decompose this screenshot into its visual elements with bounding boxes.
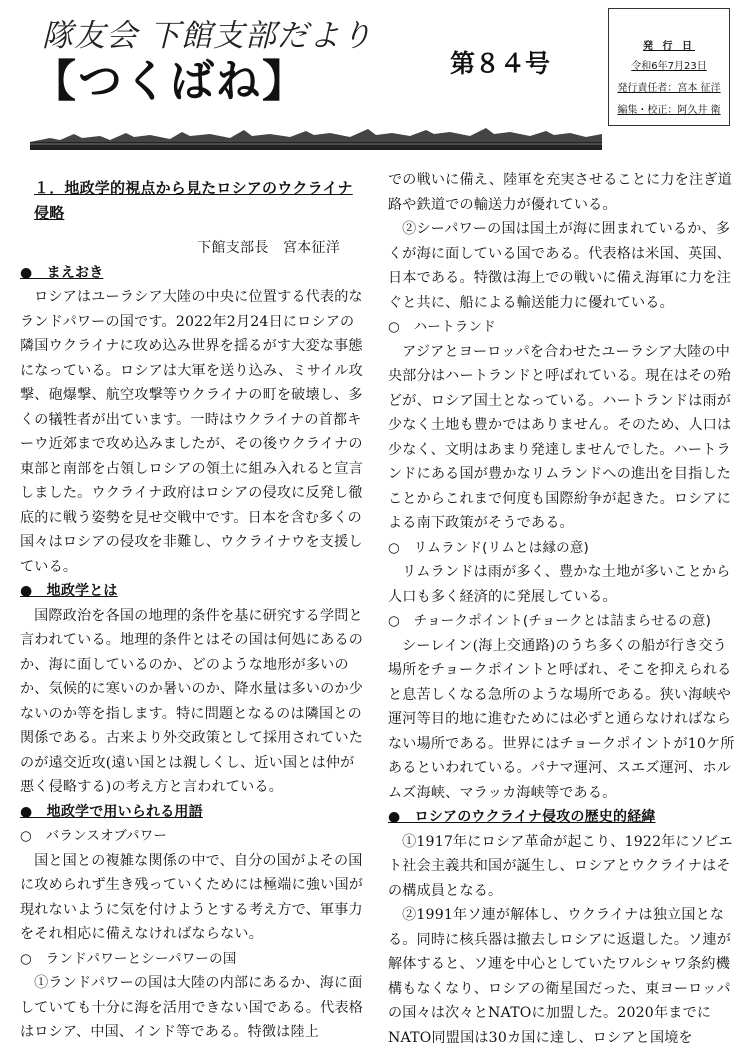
paragraph: ロシアはユーラシア大陸の中央に位置する代表的なランドパワーの国です。2022年2月24日にロシアの隣国ウクライナに攻め込み世界を揺るがす大変な事態になっている。ロシアは大軍を送り込み、ミサイル攻撃、砲爆撃、航空攻撃等ウクライナの町を破壊し、多くの犠牲者が出ています。一時はウクライナの首都キーウ近郊まで攻め込みましたが、その後ウクライナの東部と南部を占領しロシアの領土に組み入れると宣言しました。ウクライナ政府はロシアの侵攻に反発し徹底的に戦う姿勢を見せ交戦中です。日本を含む多くの国々はロシアの侵攻を非難し、ウクライナウを支援している。 <box>20 289 364 575</box>
skyline-banner <box>30 124 602 150</box>
term-heading-land-sea-power: ○ ランドパワーとシーパワーの国 <box>20 950 237 967</box>
issue-number: 第８４号 <box>450 49 551 78</box>
term-heading-balance-of-power: ○ バランスオブパワー <box>20 828 168 844</box>
section-heading-introduction: ● まえおき <box>20 264 104 281</box>
publication-info-box <box>608 8 730 126</box>
paragraph: ②シーパワーの国は国土が海に囲まれているか、多くが海に面している国である。代表格は米国、英国、日本である。特徴は海上での戦いに備え海軍に力を注ぐと共に、船による輸送能力に優れている。 <box>388 221 732 311</box>
term-heading-chokepoint: ○ チョークポイント(チョークとは詰まらせるの意) <box>388 613 712 629</box>
paragraph: ②1991年ソ連が解体し、ウクライナは独立国となる。同時に核兵器は撤去しロシアに返還した。ソ連が解体すると、ソ連を中心としていたワルシャワ条約機構もなくなり、ロシアの衛星国だった、東ヨーロッパの国々は次々とNATOに加盟した。2020年までにNATO同盟国は30カ国に達し、ロシアと国境を <box>388 907 732 1046</box>
article-title: １．地政学的視点から見たロシアのウクライナ侵略 <box>34 179 353 222</box>
paragraph: シーレイン(海上交通路)のうち多くの船が行き交う場所をチョークポイントと呼ばれ、そこを抑えられると息苦しくなる急所のような場所である。狭い海峡や運河等目的地に進むためには必ずと通らなければならない場所である。世界にはチョークポイントが10ケ所あるといわれている。パナマ運河、スエズ運河、ホルムズ海峡、マラッカ海峡等である。 <box>388 637 735 801</box>
paragraph: リムランドは雨が多く、豊かな土地が多いことから人口も多く経済的に発展している。 <box>388 564 731 605</box>
issue-date-label: 発 行 日 <box>643 41 695 52</box>
publisher: 発行責任者：宮本 征洋 <box>617 83 721 94</box>
paragraph: 国と国との複雑な関係の中で、自分の国がよその国に攻められず生き残っていくためには極端に強い国が現れないように気を付けようとする考え方で、軍事力をそれ相応に備えなければならない。 <box>20 852 364 942</box>
newsletter-name: 【つくばね】 <box>32 56 308 107</box>
organization-name: 隊友会 下館支部だより <box>42 18 373 54</box>
article-author: 下館支部長 宮本征洋 <box>197 240 340 256</box>
left-column <box>20 176 368 1045</box>
section-heading-geopolitics: ● 地政学とは <box>20 583 118 599</box>
issue-date: 令和6年7月23日 <box>631 61 707 72</box>
paragraph: アジアとヨーロッパを合わせたユーラシア大陸の中央部分はハートランドと呼ばれている。現在はその殆どが、ロシア国土となっている。ハートランドは雨が少なく土地も豊かではありません。そのため、人口は少なく、文明はあまり発達しませんでした。ハートランドにある国が豊かなリムランドへの進出を目指したことからこれまで何度も国際紛争が起きた。ロシアによる南下政策がそうである。 <box>388 343 732 531</box>
paragraph: 国際政治を各国の地理的条件を基に研究する学問と言われている。地理的条件とはその国は何処にあるのか、海に面しているのか、どのような地形が多いのか、気候的に寒いのか暑いのか、降水量は多いのか少ないのか等を指します。特に問題となるのは隣国との関係である。古来より外交政策として採用されていたのが遠交近攻(遠い国とは親しくし、近い国とは仲が悪く侵略する)の考え方と言われている。 <box>20 607 364 795</box>
paragraph: での戦いに備え、陸軍を充実させることに力を注ぎ道路や鉄道での輸送力が優れている。 <box>388 172 732 213</box>
term-heading-rimland: ○ リムランド(リムとは縁の意) <box>388 539 590 556</box>
term-heading-heartland: ○ ハートランド <box>388 319 496 335</box>
masthead <box>32 18 373 110</box>
right-column <box>388 168 736 1050</box>
paragraph: ①ランドパワーの国は大陸の内部にあるか、海に面していても十分に海を活用できない国である。代表格はロシア、中国、インド等である。特徴は陸上 <box>20 975 364 1040</box>
editor: 編集・校正：阿久井 衛 <box>617 105 721 116</box>
paragraph: ①1917年にロシア革命が起こり、1922年にソビエト社会主義共和国が誕生し、ロシアとウクライナはその構成員となる。 <box>388 833 733 899</box>
section-heading-terms: ● 地政学で用いられる用語 <box>20 803 203 820</box>
section-heading-history: ● ロシアのウクライナ侵攻の歴史的経緯 <box>388 809 656 825</box>
